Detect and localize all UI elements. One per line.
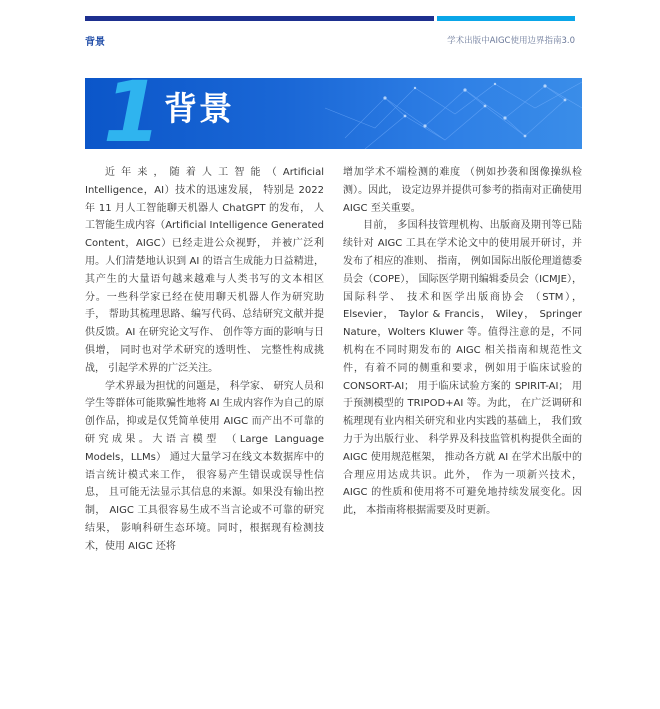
section-label: 背景 bbox=[85, 37, 105, 48]
chapter-banner bbox=[85, 78, 582, 149]
chapter-number: 1 bbox=[103, 78, 162, 149]
header-rule-accent bbox=[437, 16, 575, 21]
body-column-left bbox=[85, 164, 324, 556]
body-column-right bbox=[343, 164, 582, 520]
running-title: 学术出版中AIGC使用边界指南3.0 bbox=[447, 36, 575, 46]
chapter-title: 背景 bbox=[164, 89, 234, 128]
paragraph-continuation: 增加学术不端检测的难度 （例如抄袭和图像操纵检测）。因此， 设定边界并提供可参考的指南对正确使用 AIGC 至关重要。 bbox=[343, 167, 582, 214]
paragraph: 近年来，随着人工智能（Artificial Intelligence，AI）技术的迅速发展， 特别是 2022 年 11 月人工智能聊天机器人 ChatGPT 的发布， 人工智能生成内容（Artificial Intelligence Generated Content，AIGC）已经走进公众视野， 并被广泛利用。人们清楚地认识到 AI 的语言生成能力日益精进， 其产生的大量语句越来越难与人类书写的文本相区分。一些科学家已经在使用聊天机器人作为研究助手， 帮助其梳理思路、编写代码、总结研究文献并提供反馈。AI 在研究论文写作、 创作等方面的影响与日俱增， 同时也对学术研究的透明性、 完整性构成挑战， 引起学术界的广泛关注。 bbox=[85, 167, 324, 374]
paragraph: 学术界最为担忧的问题是， 科学家、 研究人员和学生等群体可能欺骗性地将 AI 生成内容作为自己的原创作品，抑或是仅凭简单使用 AIGC 而产出不可靠的研究成果。大语言模型 （Large Language Models，LLMs） 通过大量学习在线文本数据库中的语言统计模式来工作， 很容易产生错误或误导性信息， 且可能无法显示其信息的来源。如果没有输出控制， AIGC 工具很容易生成不当言论或不可靠的研究结果， 影响科研生态环境。同时，根据现有检测技术，使用 AIGC 还将 bbox=[85, 380, 324, 552]
header-rule-main bbox=[85, 16, 434, 21]
paragraph: 目前， 多国科技管理机构、出版商及期刊等已陆续针对 AIGC 工具在学术论文中的使用展开研讨，并发布了相应的准则、 指南， 例如国际出版伦理道德委员会（COPE）， 国际医学期刊编辑委员会（ICMJE）， 国际科学、 技术和医学出版商协会 （STM）， Elsevier， Taylor & Francis， Wiley， Springer Nature，Wolters Kluwer 等。值得注意的是，不同机构在不同时期发布的 AIGC 相关指南和规范性文件，有着不同的侧重和要求，例如用于临床试验的 CONSORT-AI； 用于临床试验方案的 SPIRIT-AI； 用于预测模型的 TRIPOD+AI 等。为此， 在广泛调研和梳理现有业内相关研究和业内实践的基础上， 我们致力于为出版行业、 科学界及科技监管机构提供全面的 AIGC 使用规范框架， 推动各方就 AI 在学术出版中的合理应用达成共识。此外， 作为一项新兴技术， AIGC 的性质和使用将不可避免地持续发展变化。因此， 本指南将根据需要及时更新。 bbox=[343, 220, 582, 517]
